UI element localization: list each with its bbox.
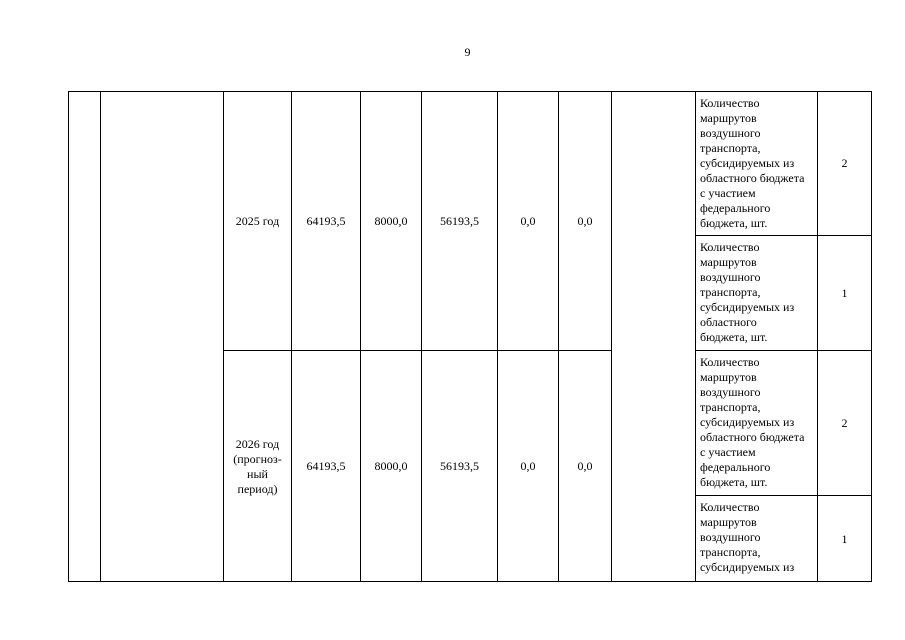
budget-table xyxy=(68,91,872,582)
year-2026-label: 2026 год (прогноз- ный период) xyxy=(224,351,292,582)
page-number: 9 xyxy=(464,45,471,59)
year-2026-col-d: 0,0 xyxy=(559,351,612,582)
indicator-2026-2-text: Количество маршрутов воздушного транспорта, субсидируемых из xyxy=(696,496,818,582)
year-2026-col-c: 0,0 xyxy=(498,351,559,582)
indicator-2026-1-text: Количество маршрутов воздушного транспорта, субсидируемых из областного бюджета с участием федерального бюджета, шт. xyxy=(696,351,818,496)
empty-number-column xyxy=(68,91,101,582)
indicator-2025-1-value: 2 xyxy=(818,91,872,236)
year-2025-col-c: 0,0 xyxy=(498,91,559,351)
year-2026-total: 64193,5 xyxy=(292,351,361,582)
year-2026-col-a: 8000,0 xyxy=(361,351,422,582)
table-bottom-border xyxy=(68,581,872,582)
indicator-2026-2-value: 1 xyxy=(818,496,872,582)
empty-name-column xyxy=(101,91,224,582)
year-2025-label: 2025 год xyxy=(224,91,292,351)
empty-executor-column xyxy=(612,91,696,582)
year-2025-col-b: 56193,5 xyxy=(422,91,498,351)
indicator-2026-1-value: 2 xyxy=(818,351,872,496)
year-2025-col-d: 0,0 xyxy=(559,91,612,351)
year-2026-col-b: 56193,5 xyxy=(422,351,498,582)
indicator-2025-1-text: Количество маршрутов воздушного транспорта, субсидируемых из областного бюджета с участием федерального бюджета, шт. xyxy=(696,91,818,236)
indicator-2025-2-text: Количество маршрутов воздушного транспорта, субсидируемых из областного бюджета, шт. xyxy=(696,236,818,351)
indicator-2025-2-value: 1 xyxy=(818,236,872,351)
year-2025-col-a: 8000,0 xyxy=(361,91,422,351)
year-2025-total: 64193,5 xyxy=(292,91,361,351)
